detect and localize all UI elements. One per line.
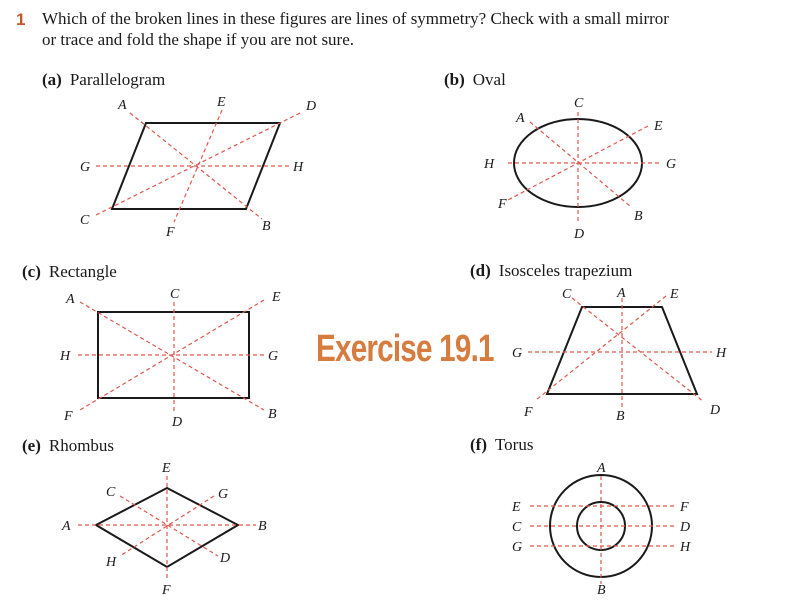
part-b-letter: (b)	[444, 70, 465, 89]
question-number: 1	[16, 10, 26, 29]
label-e: E	[512, 500, 521, 515]
label-b: B	[616, 409, 625, 424]
label-h: H	[484, 157, 495, 172]
label-b: B	[258, 519, 267, 534]
label-c: C	[512, 520, 522, 535]
label-f: F	[524, 405, 533, 420]
part-d-letter: (d)	[470, 261, 491, 280]
part-a-name: Parallelogram	[69, 70, 166, 89]
label-b: B	[634, 209, 643, 224]
label-h: H	[716, 346, 727, 361]
label-b: B	[262, 219, 271, 234]
label-d: D	[306, 99, 317, 114]
question-line-2: or trace and fold the shape if you are not sure.	[42, 30, 355, 49]
label-e: E	[654, 119, 663, 134]
label-f: F	[680, 500, 689, 515]
label-h: H	[106, 555, 117, 570]
label-c: C	[562, 287, 572, 302]
label-g: G	[666, 157, 677, 172]
label-a: A	[597, 461, 606, 476]
part-c-name: Rectangle	[48, 262, 117, 281]
question-line-1: Which of the broken lines in these figures are lines of symmetry? Check with a small mirror	[42, 9, 669, 28]
label-e: E	[272, 290, 281, 305]
label-d: D	[220, 551, 231, 566]
part-f-letter: (f)	[470, 435, 487, 454]
label-c: C	[170, 287, 180, 302]
part-c-letter: (c)	[22, 262, 41, 281]
label-e: E	[670, 287, 679, 302]
label-a: A	[62, 519, 71, 534]
label-g: G	[218, 487, 229, 502]
part-d-name: Isosceles trapezium	[498, 261, 633, 280]
label-g: G	[512, 540, 523, 555]
part-b-name: Oval	[472, 70, 506, 89]
label-c: C	[574, 96, 584, 111]
label-a: A	[516, 111, 525, 126]
label-f: F	[162, 583, 171, 598]
label-d: D	[710, 403, 721, 418]
exercise-watermark: Exercise 19.1	[316, 328, 494, 370]
label-d: D	[680, 520, 691, 535]
label-h: H	[680, 540, 691, 555]
part-e-letter: (e)	[22, 436, 41, 455]
label-a: A	[66, 292, 75, 307]
label-a: A	[118, 98, 127, 113]
label-c: C	[80, 213, 90, 228]
part-a-letter: (a)	[42, 70, 62, 89]
label-h: H	[293, 160, 304, 175]
label-f: F	[166, 225, 175, 240]
label-a: A	[617, 286, 626, 301]
label-g: G	[80, 160, 91, 175]
label-d: D	[574, 227, 585, 242]
label-g: G	[512, 346, 523, 361]
label-h: H	[60, 349, 71, 364]
label-g: G	[268, 349, 279, 364]
label-e: E	[162, 461, 171, 476]
part-f-name: Torus	[494, 435, 534, 454]
part-e-name: Rhombus	[48, 436, 115, 455]
label-b: B	[597, 583, 606, 598]
label-f: F	[64, 409, 73, 424]
label-f: F	[498, 197, 507, 212]
label-c: C	[106, 485, 116, 500]
label-d: D	[172, 415, 183, 430]
label-e: E	[217, 95, 226, 110]
label-b: B	[268, 407, 277, 422]
